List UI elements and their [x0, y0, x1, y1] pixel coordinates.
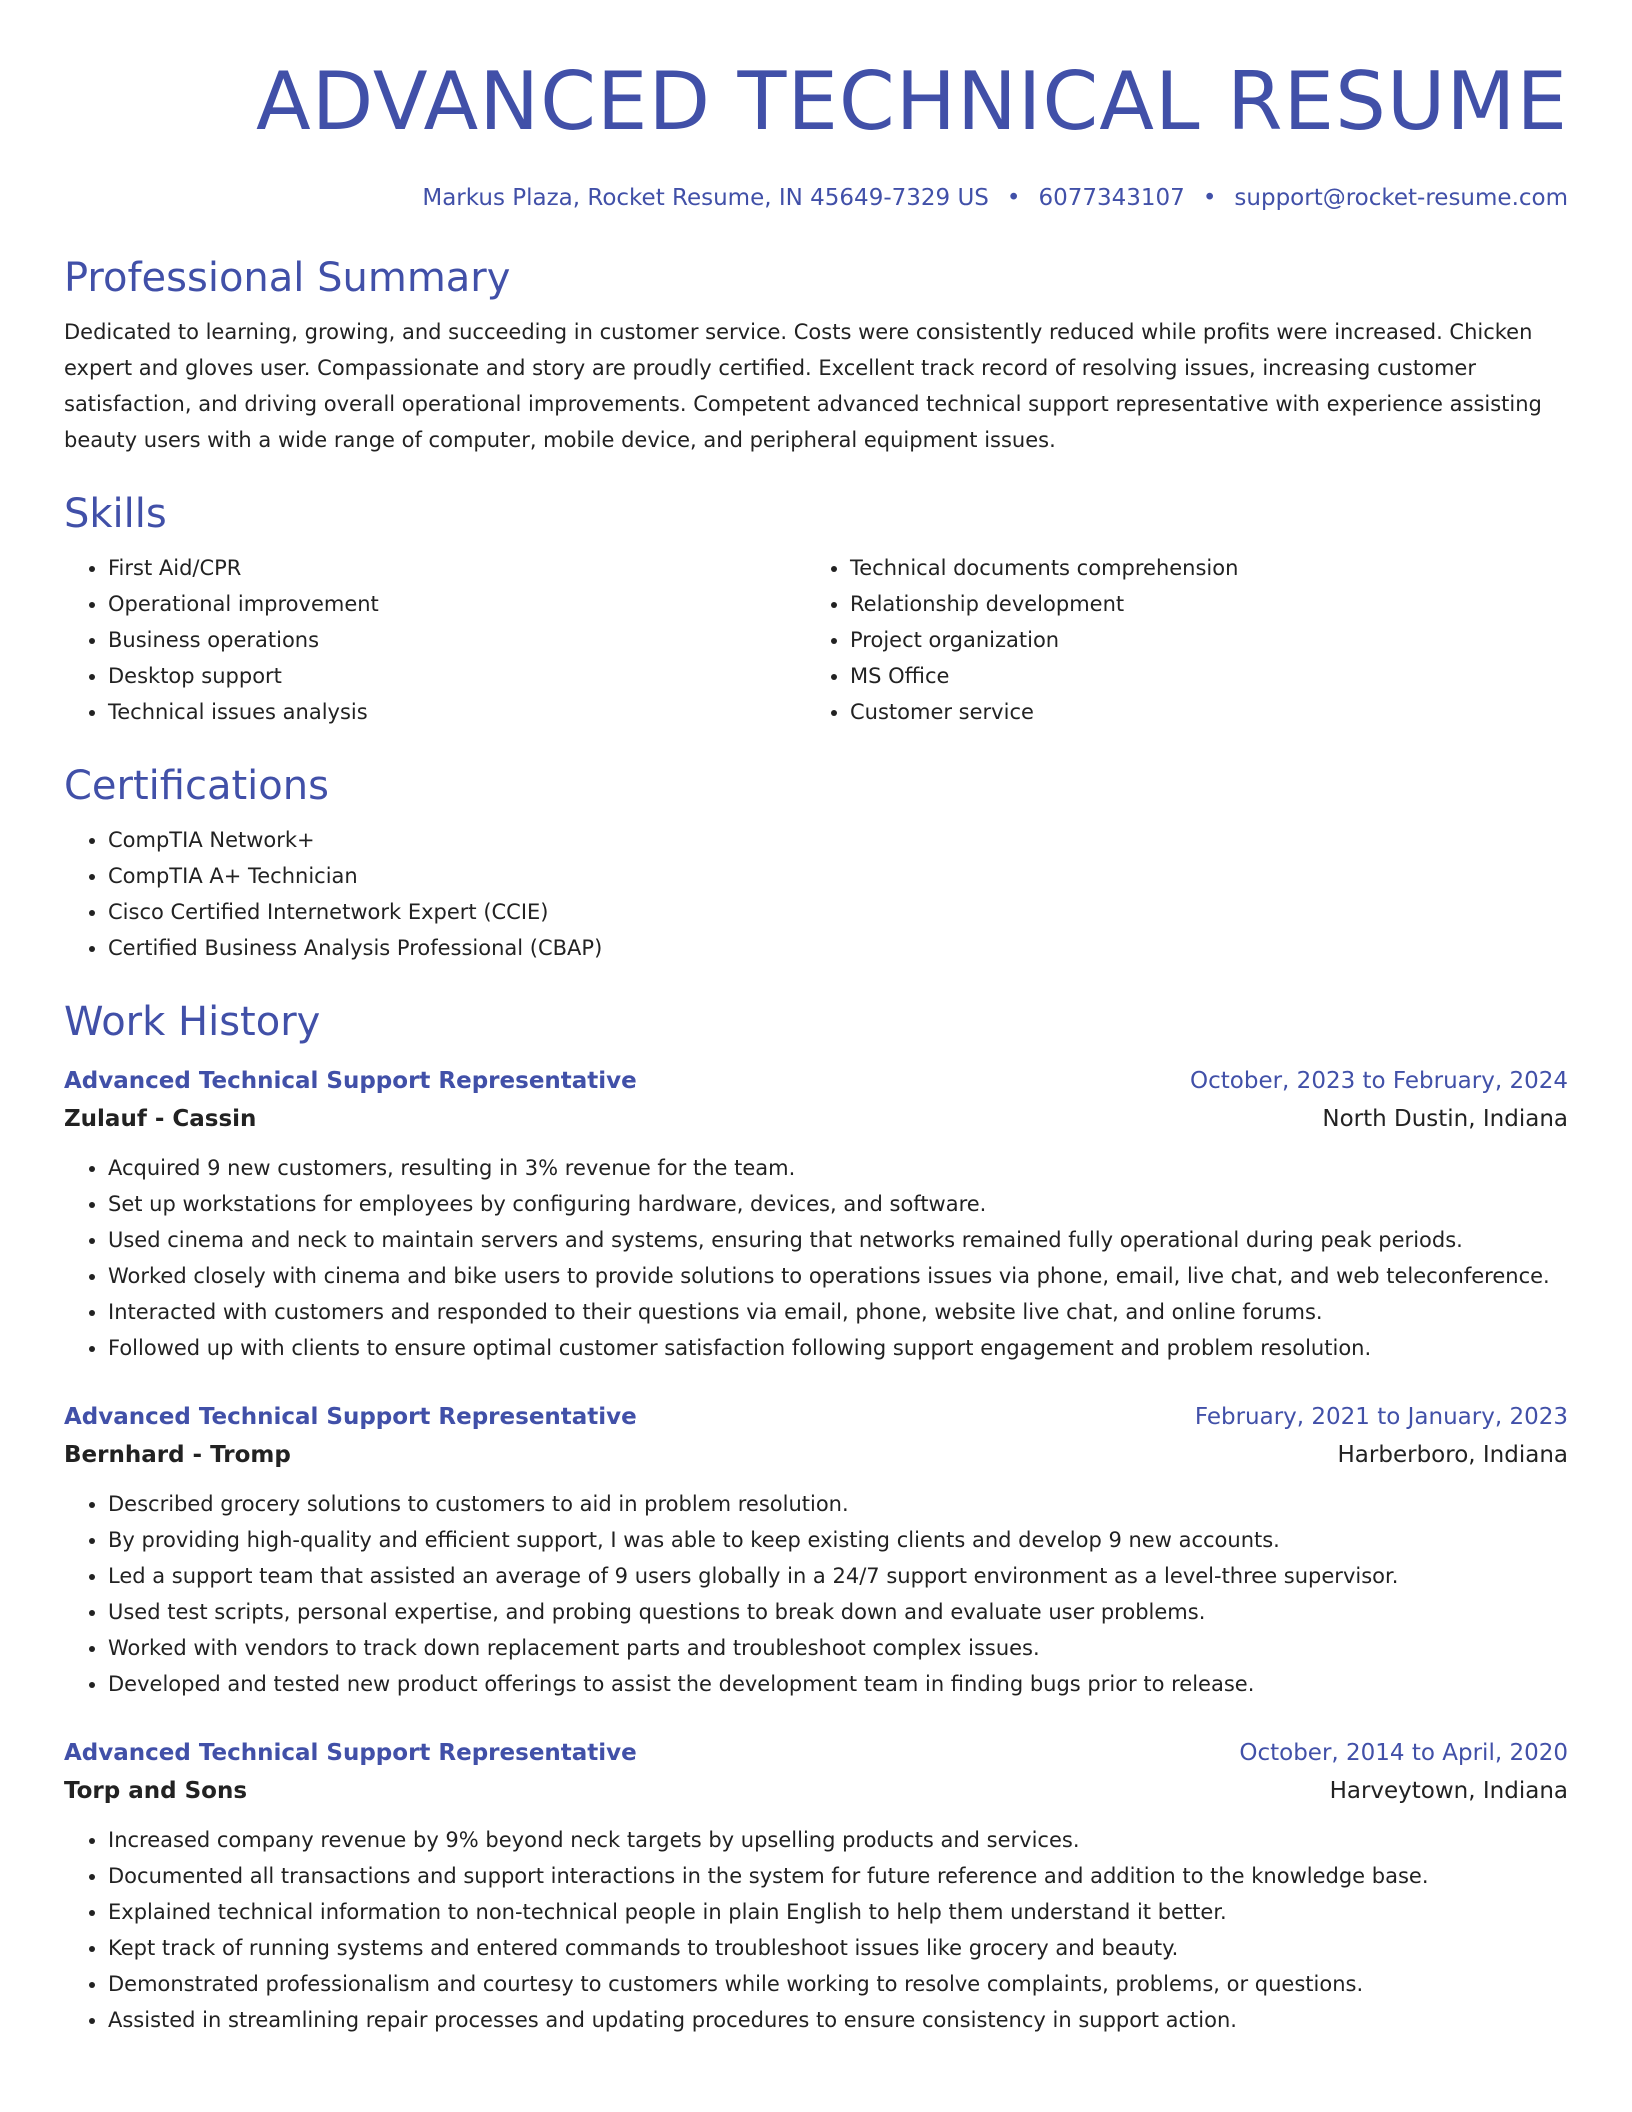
summary-heading: Professional Summary: [64, 255, 511, 301]
skill-item: • MS Office: [850, 658, 1548, 694]
job-company-row: [64, 1772, 1568, 1810]
skill-item: • Technical documents comprehension: [850, 550, 1548, 586]
job-title: Advanced Technical Support Representative: [64, 1404, 637, 1430]
job-company: Torp and Sons: [64, 1778, 248, 1804]
skill-item: • Desktop support: [108, 658, 806, 694]
skills-heading: Skills: [64, 491, 167, 537]
job-bullet: • Interacted with customers and responded to their questions via email, phone, website live chat, and online forums.: [108, 1294, 1568, 1330]
job-bullet: • Kept track of running systems and entered commands to troubleshoot issues like grocery and beauty.: [108, 1930, 1568, 1966]
job-location: Harberboro, Indiana: [1337, 1442, 1568, 1468]
job-bullet: • Acquired 9 new customers, resulting in 3% revenue for the team.: [108, 1150, 1568, 1186]
job-bullet: • Described grocery solutions to customers to aid in problem resolution.: [108, 1486, 1568, 1522]
job-company: Zulauf - Cassin: [64, 1106, 257, 1132]
job-title-row: [64, 1734, 1568, 1772]
certification-item: • CompTIA A+ Technician: [108, 858, 1568, 894]
job-location: Harveytown, Indiana: [1329, 1778, 1568, 1804]
job-bullet: • Demonstrated professionalism and courtesy to customers while working to resolve complaints, problems, or questions.: [108, 1966, 1568, 2002]
job-title: Advanced Technical Support Representative: [64, 1068, 637, 1094]
skill-item: • First Aid/CPR: [108, 550, 806, 586]
contact-separator: •: [1006, 185, 1021, 211]
work-history-section: [64, 996, 1568, 2038]
job-title-row: [64, 1062, 1568, 1100]
job-bullet: • Developed and tested new product offerings to assist the development team in finding bugs prior to release.: [108, 1666, 1568, 1702]
skills-grid: [64, 550, 1568, 730]
skills-section: [64, 488, 1568, 730]
resume-title: ADVANCED TECHNICAL RESUME: [255, 55, 1568, 148]
contact-email[interactable]: support@rocket-resume.com: [1234, 185, 1568, 211]
job-company: Bernhard - Tromp: [64, 1442, 291, 1468]
certification-item: • Certified Business Analysis Professional (CBAP): [108, 930, 1568, 966]
job-bullet: • Used test scripts, personal expertise, and probing questions to break down and evaluate user problems.: [108, 1594, 1568, 1630]
contact-separator: •: [1202, 185, 1217, 211]
certification-item: • Cisco Certified Internetwork Expert (CCIE): [108, 894, 1568, 930]
contact-address: Markus Plaza, Rocket Resume, IN 45649-7329 US: [422, 185, 989, 211]
resume-header: [64, 0, 1568, 214]
skill-item: • Technical issues analysis: [108, 694, 806, 730]
job-bullet: • Followed up with clients to ensure optimal customer satisfaction following support engagement and problem resolution.: [108, 1330, 1568, 1366]
skills-list-right: [806, 550, 1548, 730]
job-dates: October, 2014 to April, 2020: [1239, 1740, 1568, 1766]
certifications-list: [64, 822, 1568, 966]
job-location: North Dustin, Indiana: [1322, 1106, 1568, 1132]
skills-list-left: [64, 550, 806, 730]
skill-item: • Relationship development: [850, 586, 1548, 622]
job-bullets: [64, 1822, 1568, 2038]
contact-line: [64, 182, 1568, 214]
job-bullet: • Worked with vendors to track down replacement parts and troubleshoot complex issues.: [108, 1630, 1568, 1666]
job-bullet: • Used cinema and neck to maintain servers and systems, ensuring that networks remained fully operational during peak periods.: [108, 1222, 1568, 1258]
work-history-heading: Work History: [64, 999, 321, 1045]
certifications-section: [64, 760, 1568, 966]
job-entry: [64, 1398, 1568, 1702]
job-title: Advanced Technical Support Representative: [64, 1740, 637, 1766]
skill-item: • Project organization: [850, 622, 1548, 658]
certification-item: • CompTIA Network+: [108, 822, 1568, 858]
job-bullet: • Increased company revenue by 9% beyond neck targets by upselling products and services.: [108, 1822, 1568, 1858]
job-bullet: • Documented all transactions and support interactions in the system for future reference and addition to the knowledge base.: [108, 1858, 1568, 1894]
job-entry: [64, 1734, 1568, 2038]
job-dates: October, 2023 to February, 2024: [1190, 1068, 1568, 1094]
job-dates: February, 2021 to January, 2023: [1194, 1404, 1568, 1430]
job-bullet: • Set up workstations for employees by configuring hardware, devices, and software.: [108, 1186, 1568, 1222]
job-company-row: [64, 1100, 1568, 1138]
job-bullet: • Led a support team that assisted an average of 9 users globally in a 24/7 support environment as a level-three supervisor.: [108, 1558, 1568, 1594]
job-bullet: • Worked closely with cinema and bike users to provide solutions to operations issues via phone, email, live chat, and web teleconference.: [108, 1258, 1568, 1294]
skill-item: • Customer service: [850, 694, 1548, 730]
skills-column-right: [806, 550, 1548, 730]
summary-text: Dedicated to learning, growing, and succeeding in customer service. Costs were consistently reduced while profits were increased. Chicken expert and gloves user. Compassionate and story are proudly certified. Excellent track record of resolving issues, increasing customer satisfaction, and driving overall operational improvements. Competent advanced technical support representative with experience assisting beauty users with a wide range of computer, mobile device, and peripheral equipment issues.: [64, 320, 1542, 452]
job-entry: [64, 1062, 1568, 1366]
certifications-heading: Certifications: [64, 763, 329, 809]
job-bullet: • Explained technical information to non-technical people in plain English to help them understand it better.: [108, 1894, 1568, 1930]
skills-column-left: [64, 550, 806, 730]
resume-page: [64, 0, 1568, 2038]
contact-phone: 6077343107: [1038, 185, 1185, 211]
job-title-row: [64, 1398, 1568, 1436]
skill-item: • Business operations: [108, 622, 806, 658]
skill-item: • Operational improvement: [108, 586, 806, 622]
job-bullet: • Assisted in streamlining repair processes and updating procedures to ensure consistency in support action.: [108, 2002, 1568, 2038]
job-bullet: • By providing high-quality and efficient support, I was able to keep existing clients and develop 9 new accounts.: [108, 1522, 1568, 1558]
summary-section: [64, 252, 1568, 458]
job-bullets: [64, 1150, 1568, 1366]
job-bullets: [64, 1486, 1568, 1702]
job-company-row: [64, 1436, 1568, 1474]
